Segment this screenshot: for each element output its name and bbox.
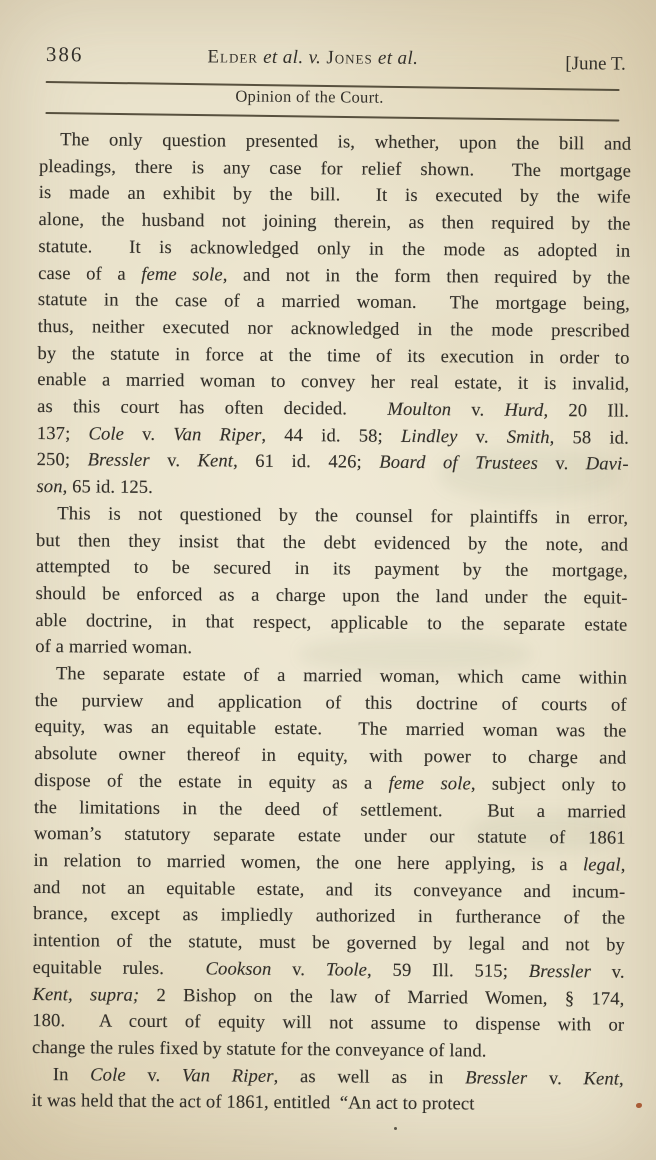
text-run: et al. xyxy=(257,46,309,69)
text-run: v. xyxy=(590,962,625,983)
text-run: Cole xyxy=(88,424,125,445)
text-run: dispose of the estate in equity as a xyxy=(34,770,389,794)
text-run: Jones xyxy=(326,47,373,69)
text-run: feme sole xyxy=(388,773,471,795)
text-line xyxy=(38,234,630,265)
text-run: v. xyxy=(451,400,505,421)
text-run: Cookson xyxy=(205,959,272,980)
paragraph xyxy=(32,1062,624,1120)
text-run: is made an exhibit by the bill. It is executed by the wife xyxy=(38,183,631,209)
dust-dot xyxy=(394,1127,397,1130)
text-run: Kent, supra; xyxy=(32,984,140,1006)
text-run: , xyxy=(619,1069,624,1090)
text-run: Van Riper xyxy=(181,1065,274,1087)
text-run: should be enforced as a charge upon the land under the equit- xyxy=(35,583,628,609)
text-run: , 44 id. 58; xyxy=(261,425,402,447)
text-run: equity, was an equitable estate. The married woman was the xyxy=(34,717,627,743)
text-line xyxy=(39,127,631,158)
page-number: 386 xyxy=(45,42,84,67)
text-run: v. xyxy=(271,959,326,981)
text-run: Van Riper xyxy=(173,424,262,446)
text-run: case of a xyxy=(38,263,142,285)
text-run: Hurd xyxy=(504,400,544,421)
text-run: , 59 Ill. 515; xyxy=(366,960,529,982)
running-header xyxy=(0,0,656,107)
text-run: Smith xyxy=(506,427,550,448)
text-run: v. xyxy=(457,427,507,448)
text-run: Kent xyxy=(583,1068,620,1090)
text-run: et al. xyxy=(372,47,419,69)
text-run: Toole xyxy=(325,960,368,981)
text-run: In xyxy=(52,1064,91,1086)
paragraph xyxy=(35,501,628,666)
text-line xyxy=(38,314,630,345)
text-run: woman’s statutory separate estate under our statute of 1861 xyxy=(33,824,626,849)
text-run: v. xyxy=(527,1068,584,1089)
text-run: pleadings, there is any case for relief shown. The mortgage xyxy=(38,156,632,182)
text-run: 180. A court of equity will not assume to dispense with or xyxy=(32,1011,625,1036)
text-run: v. xyxy=(537,454,586,475)
text-run: feme sole xyxy=(141,264,223,285)
text-line xyxy=(33,955,625,986)
text-run: , 61 id. 426; xyxy=(233,451,380,474)
paragraph xyxy=(36,127,631,505)
text-run: , subject only to xyxy=(470,774,627,796)
text-run: son xyxy=(36,477,63,498)
text-run: of a married woman. xyxy=(35,637,193,659)
text-run: 250; xyxy=(36,450,88,471)
text-run: , 58 id. xyxy=(549,427,629,449)
text-run: but then they insist that the debt evidenced by the note, and xyxy=(35,530,629,556)
text-line xyxy=(37,394,629,425)
text-run: able doctrine, in that respect, applicable to the separate estate xyxy=(35,610,628,636)
text-run: Bressler xyxy=(528,961,592,983)
text-run: The only question presented is, whether, upon the bill and xyxy=(60,130,632,155)
text-run: legal xyxy=(582,855,621,876)
text-run: enable a married woman to convey her real estate, it is invalid, xyxy=(37,370,630,395)
text-run: Elder xyxy=(207,46,259,68)
text-run: v. xyxy=(308,47,322,69)
text-run: statute in the case of a married woman. The mortgage being, xyxy=(37,290,631,315)
text-run: Bressler xyxy=(465,1067,528,1089)
text-run: in relation to married women, the one here applying, is a xyxy=(33,850,584,876)
text-run: the purview and application of this doctrine of courts of xyxy=(34,690,627,716)
text-run: alone, the husband not joining therein, as then required by the xyxy=(38,210,631,235)
text-line xyxy=(33,848,625,879)
header-rule-bottom xyxy=(45,112,619,121)
text-run: Lindley xyxy=(400,426,458,448)
text-line xyxy=(32,1088,624,1119)
text-run: change the rules fixed by statute for the conveyance of land. xyxy=(32,1037,487,1062)
text-run: intention of the statute, must be governed by legal and not by xyxy=(32,931,625,956)
text-run: Davi- xyxy=(585,454,629,476)
text-run: Bressler xyxy=(87,450,150,472)
text-run: equitable rules. xyxy=(32,957,206,980)
text-run: , 20 Ill. xyxy=(543,400,630,422)
opinion-heading: Opinion of the Court. xyxy=(235,86,384,107)
text-run: 137; xyxy=(36,423,89,445)
text-run: , 65 id. 125. xyxy=(62,477,154,499)
page-body xyxy=(32,127,632,1120)
text-run: brance, except as impliedly authorized in furtherance of the xyxy=(33,904,626,930)
text-run: Cole xyxy=(90,1065,126,1086)
text-run: Board of Trustees xyxy=(379,453,539,475)
paragraph xyxy=(32,661,627,1066)
text-run: v. xyxy=(123,424,174,445)
text-run: v. xyxy=(125,1065,183,1086)
text-run: statute. It is acknowledged only in the mode as adopted in xyxy=(38,236,631,262)
text-run: thus, neither executed nor acknowledged in the mode prescribed xyxy=(37,316,630,342)
text-run: and not an equitable estate, and its conveyance and incum- xyxy=(33,877,626,903)
text-run: attempted to be secured in its payment by the mortgage, xyxy=(35,557,628,582)
text-line xyxy=(36,501,628,532)
text-run: Kent xyxy=(197,451,234,472)
text-run: it was held that the act of 1861, entitled “An act to protect xyxy=(31,1091,475,1115)
text-line xyxy=(34,768,626,799)
text-line xyxy=(32,1035,624,1066)
text-run: This is not questioned by the counsel for plaintiffs in error, xyxy=(57,503,629,529)
case-title xyxy=(0,45,626,72)
text-run: as this court has often decided. xyxy=(37,397,388,420)
text-run: , xyxy=(620,855,626,876)
text-run: The separate estate of a married woman, which came within xyxy=(55,664,628,689)
text-run: v. xyxy=(149,451,198,472)
text-run: , as well as in xyxy=(273,1066,466,1088)
term-label: [June T. xyxy=(565,53,626,75)
text-run: absolute owner thereof in equity, with power to charge and xyxy=(34,744,627,769)
text-run: , and not in the form then required by the xyxy=(222,264,631,289)
text-run: Moulton xyxy=(387,399,452,421)
text-run: by the statute in force at the time of its execution in order to xyxy=(37,343,630,369)
text-run: 2 Bishop on the law of Married Women, § 174, xyxy=(139,985,625,1010)
text-line xyxy=(36,581,628,612)
text-run: the limitations in the deed of settlement. But a married xyxy=(33,797,627,823)
